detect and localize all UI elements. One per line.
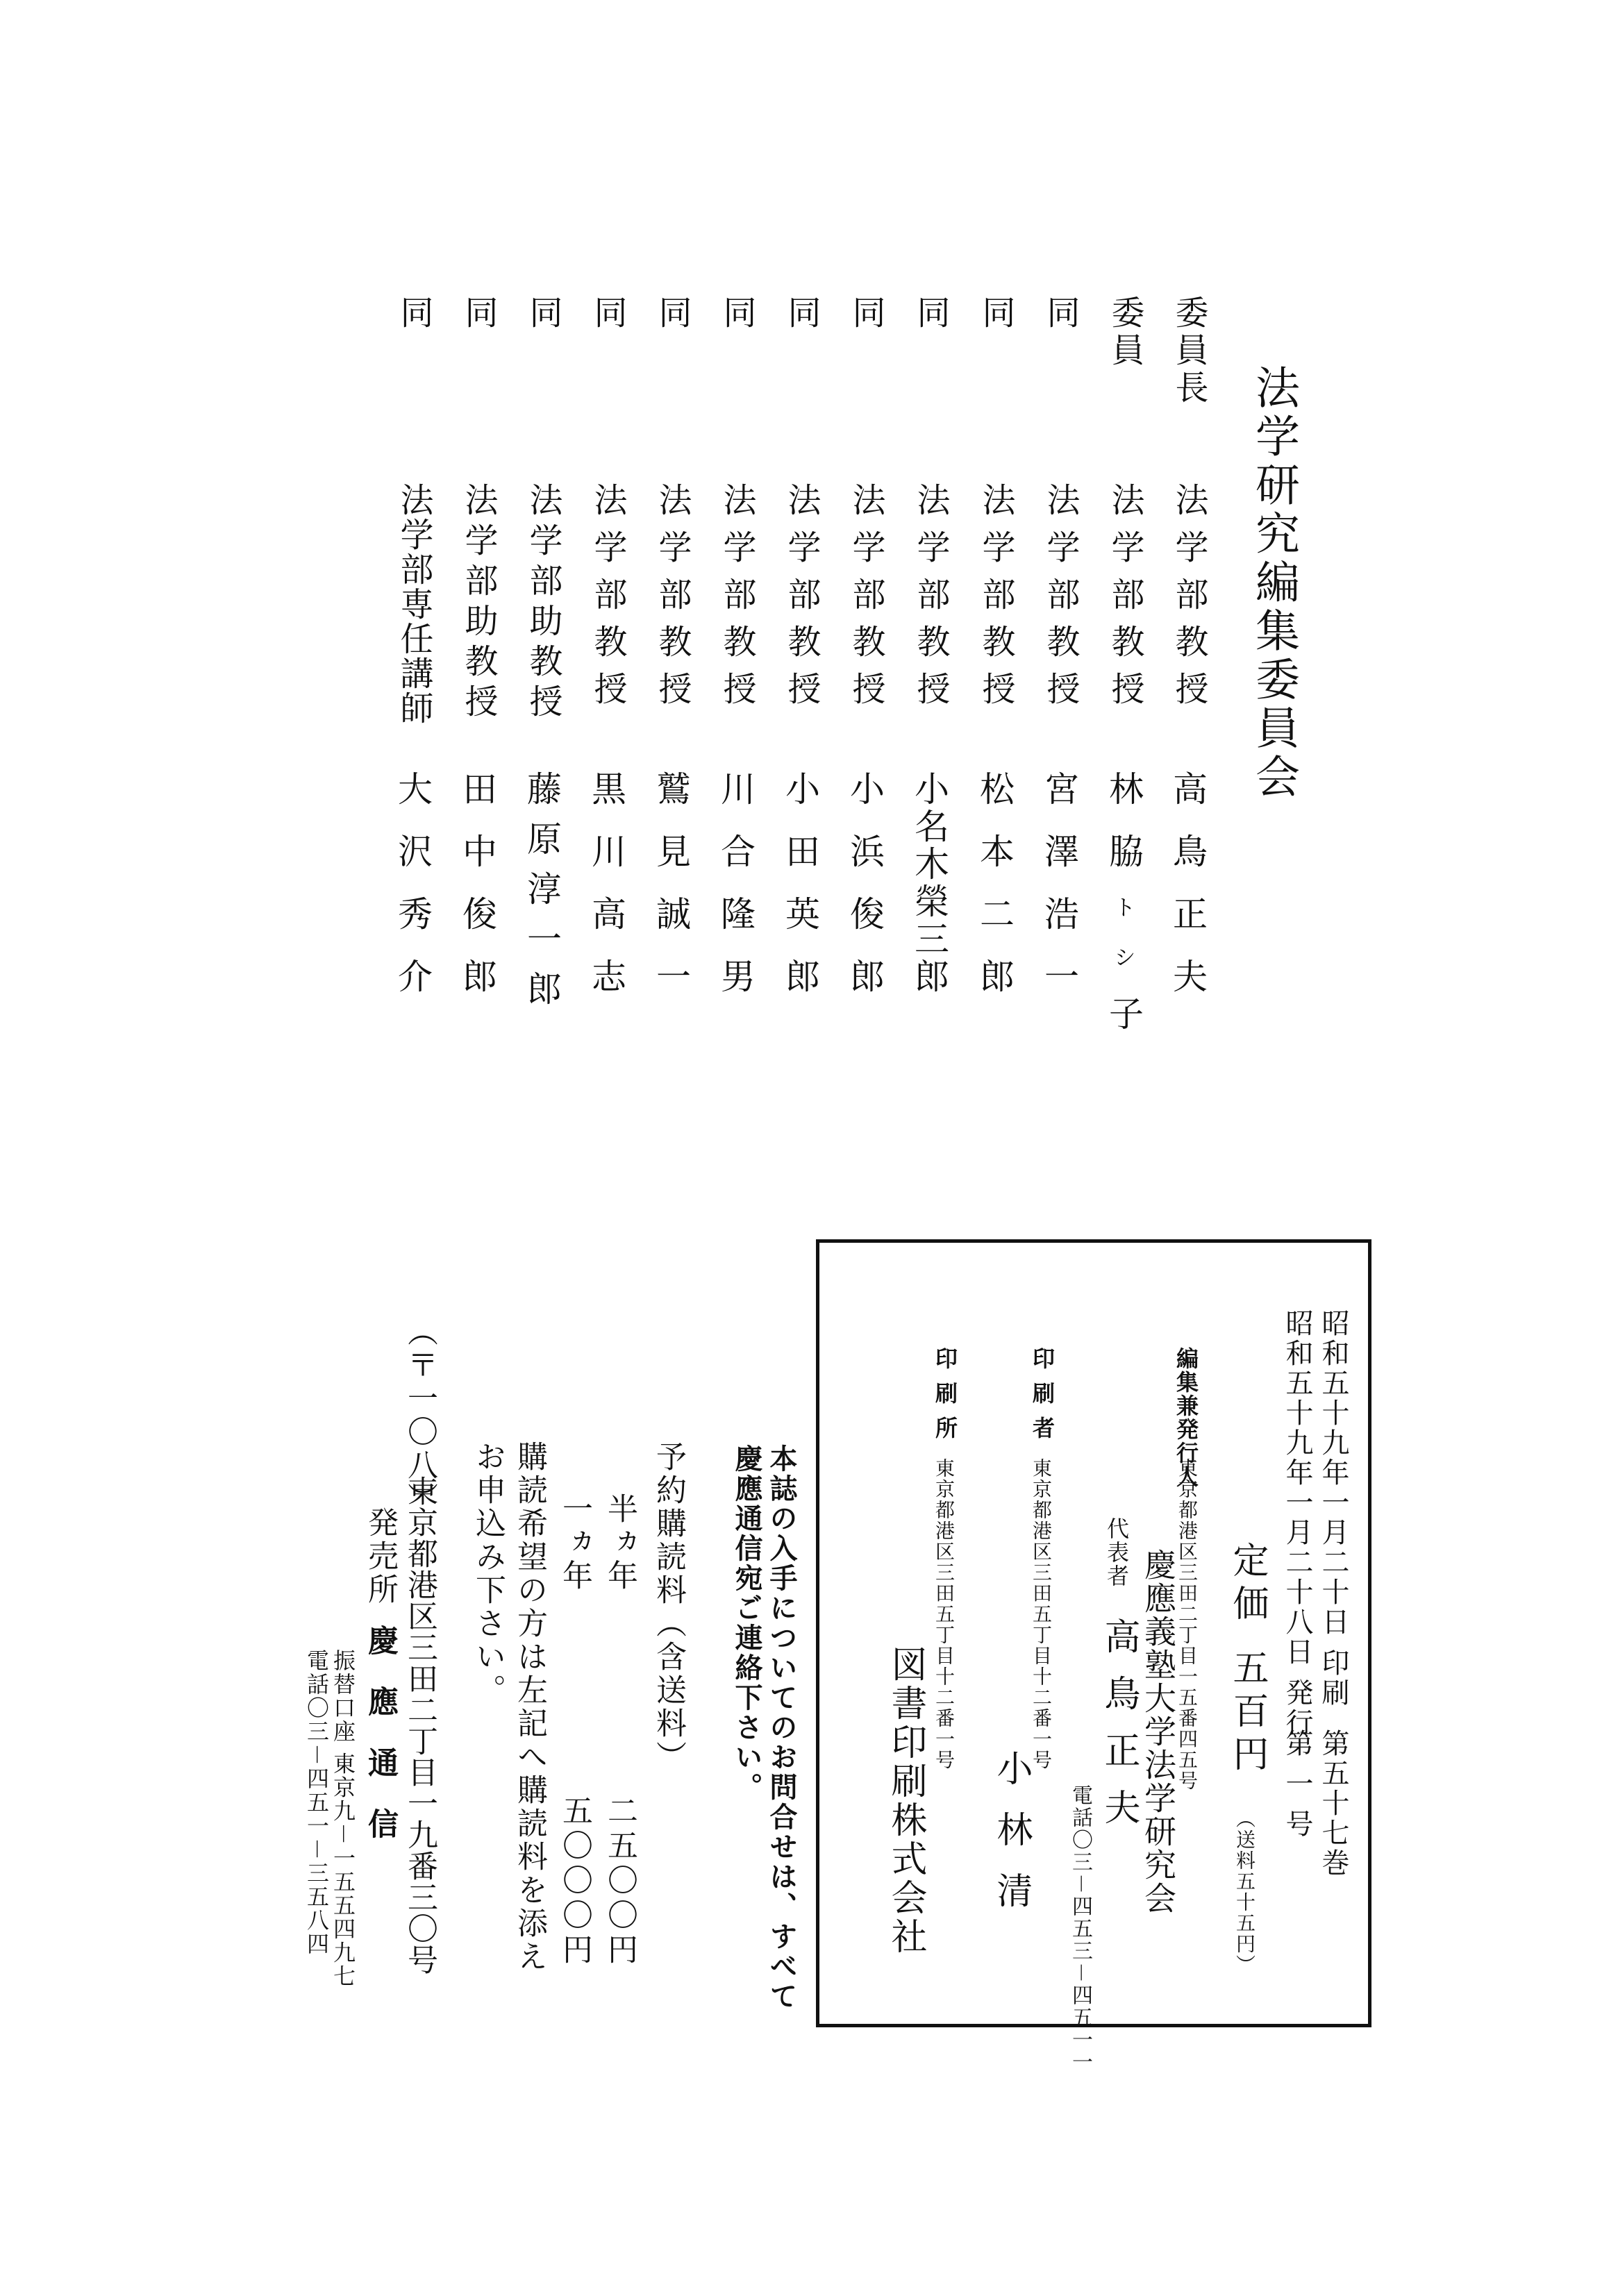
- member-name: 川合隆男: [715, 771, 756, 1021]
- member-role: 委員長: [1169, 295, 1208, 408]
- inquiry-line-2: 慶應通信宛ご連絡下さい。: [731, 1444, 763, 1802]
- member-position: 法学部教授: [717, 483, 756, 719]
- member-name: 黒川高志: [586, 771, 626, 1021]
- member-name: 小浜俊郎: [844, 771, 885, 1021]
- publisher-role: 編集兼発行人: [1173, 1347, 1199, 1489]
- seller-phone: 電話〇三－四五一－三五八四: [303, 1649, 330, 1956]
- member-name: 大沢秀介: [392, 771, 433, 1021]
- member-name: 小田英郎: [780, 771, 820, 1021]
- member-name: 鷲見誠一: [651, 771, 691, 1021]
- member-position: 法学部教授: [1041, 483, 1080, 719]
- issued-date: 昭和五十九年一月二十八日 発行: [1281, 1309, 1313, 1738]
- member-position: 法学部教授: [588, 483, 627, 719]
- inquiry-line-1: 本誌の入手についてのお問合せは、すべて: [765, 1444, 798, 2011]
- member-name: 田中俊郎: [457, 771, 497, 1021]
- member-role: 同: [394, 295, 433, 333]
- apply-line-1: 購読希望の方は左記へ購読料を添え: [512, 1441, 547, 1974]
- member-name: 宮澤浩一: [1039, 771, 1079, 1021]
- printer-name: 小林清: [990, 1750, 1032, 1933]
- member-position: 法学部教授: [846, 483, 885, 719]
- member-position: 法学部専任講師: [394, 483, 433, 726]
- subscription-title: 予約購読料（含送料）: [651, 1441, 686, 1774]
- member-role: 同: [976, 295, 1015, 333]
- publisher-rep-label: 代表者: [1103, 1517, 1130, 1588]
- seller-name: 慶應通信: [362, 1625, 398, 1869]
- price-label: 定価: [1226, 1541, 1268, 1627]
- postal-code: （〒一〇八）: [402, 1316, 437, 1516]
- print-shop-name: 図書印刷株式会社: [885, 1645, 926, 1956]
- member-position: 法学部教授: [1106, 483, 1144, 719]
- member-role: 同: [459, 295, 498, 333]
- seller-label: 発売所: [362, 1507, 398, 1607]
- one-year-label: 一ヵ年: [557, 1493, 592, 1593]
- printer-role: 印刷者: [1029, 1347, 1056, 1451]
- price-value: 五百円: [1226, 1649, 1268, 1778]
- one-year-price: 五〇〇〇円: [557, 1795, 592, 1968]
- member-name: 高鳥正夫: [1167, 771, 1208, 1021]
- member-position: 法学部教授: [1169, 483, 1208, 719]
- print-shop-role: 印刷所: [932, 1347, 958, 1451]
- member-name: 松本二郎: [974, 771, 1015, 1021]
- volume-label: 第五十七巻: [1317, 1729, 1349, 1878]
- transfer-account: 振替口座 東京九－一五五四九七: [330, 1649, 356, 1988]
- member-name: 藤原淳一郎: [522, 771, 562, 1021]
- apply-line-2: お申込み下さい。: [470, 1441, 506, 1707]
- publisher-org: 慶應義塾大学法学研究会: [1140, 1548, 1177, 1915]
- member-name: 林脇トシ子: [1103, 771, 1144, 1058]
- member-role: 同: [588, 295, 627, 333]
- member-role: 同: [717, 295, 756, 333]
- publisher-phone: 電話〇三－四五三－四五一一: [1068, 1784, 1092, 2073]
- member-role: 委員: [1106, 295, 1144, 370]
- publisher-address: 東京都港区三田二丁目一五番四五号: [1176, 1458, 1199, 1791]
- member-name: 小名木榮三郎: [909, 771, 949, 996]
- shipping-note: （送料五十五円）: [1233, 1809, 1256, 1975]
- committee-title: 法学研究編集委員会: [1248, 364, 1299, 802]
- member-position: 法学部助教授: [459, 483, 498, 724]
- member-role: 同: [1041, 295, 1080, 333]
- seller-address: 東京都港区三田二丁目一九番三〇号: [402, 1475, 437, 1975]
- member-position: 法学部教授: [782, 483, 821, 719]
- print-shop-address: 東京都港区三田五丁目十二番一号: [933, 1458, 956, 1770]
- half-year-label: 半ヵ年: [602, 1493, 637, 1593]
- printed-date: 昭和五十九年一月二十日 印刷: [1317, 1309, 1349, 1708]
- member-role: 同: [911, 295, 950, 333]
- member-role: 同: [782, 295, 821, 333]
- member-position: 法学部教授: [976, 483, 1015, 719]
- member-position: 法学部助教授: [524, 483, 562, 724]
- half-year-price: 二五〇〇円: [602, 1795, 637, 1968]
- printer-address: 東京都港区三田五丁目十二番一号: [1030, 1458, 1053, 1770]
- member-role: 同: [846, 295, 885, 333]
- member-position: 法学部教授: [911, 483, 950, 719]
- colophon-box: [816, 1239, 1371, 2073]
- member-role: 同: [653, 295, 692, 333]
- member-position: 法学部教授: [653, 483, 692, 719]
- member-role: 同: [524, 295, 562, 333]
- publisher-rep-name: 高鳥正夫: [1098, 1618, 1140, 1845]
- issue-label: 第一号: [1281, 1729, 1313, 1850]
